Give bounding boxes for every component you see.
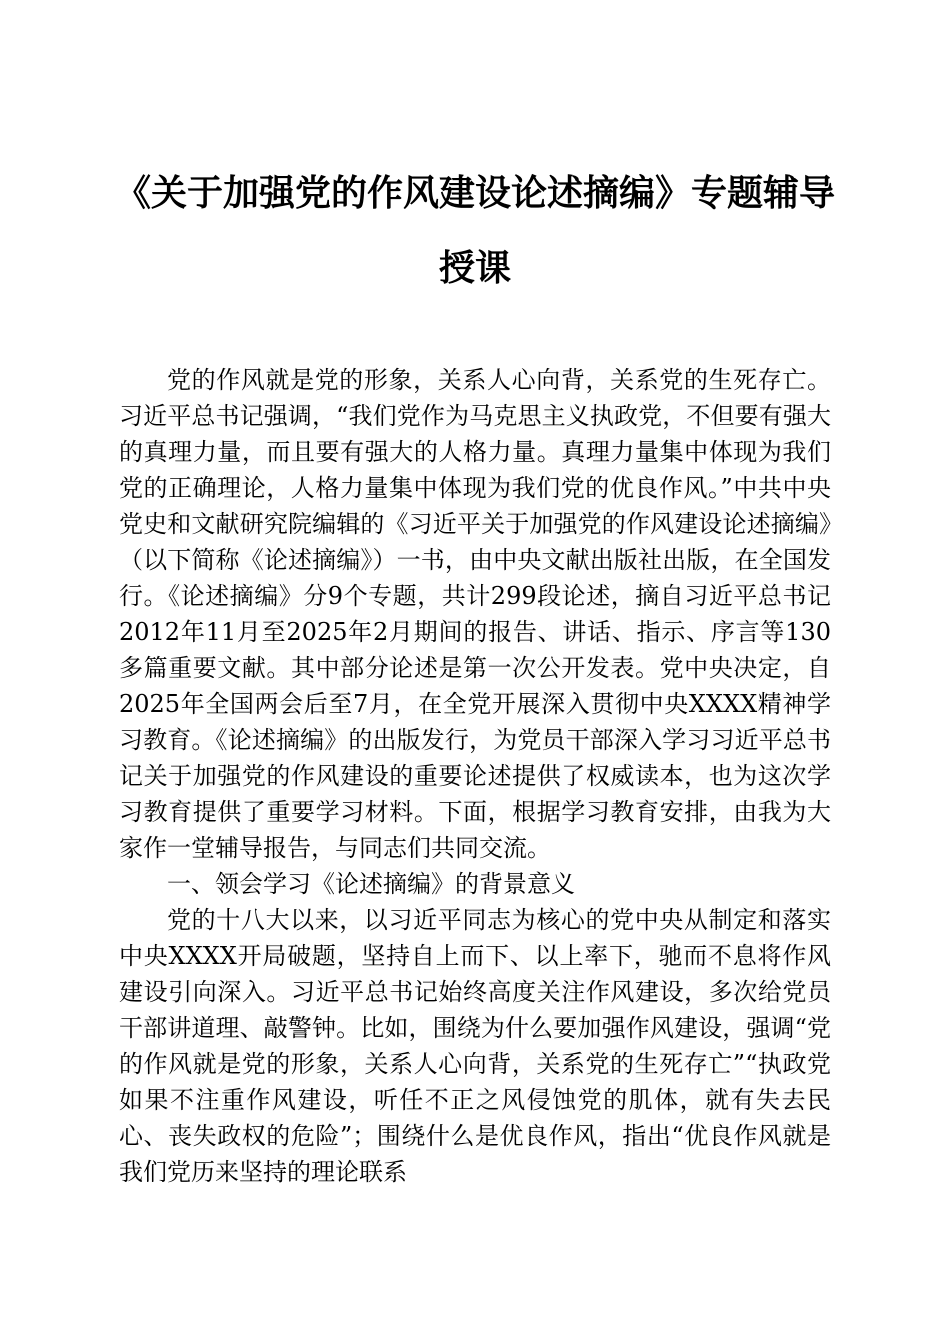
document-body: [119, 362, 831, 1190]
paragraph-intro: 党的作风就是党的形象，关系人心向背，关系党的生死存亡。习近平总书记强调，“我们党作为马克思主义执政党，不但要有强大的真理力量，而且要有强大的人格力量。真理力量集中体现为我们党的正确理论，人格力量集中体现为我们党的优良作风。”中共中央党史和文献研究院编辑的《习近平关于加强党的作风建设论述摘编》（以下简称《论述摘编》）一书，由中央文献出版社出版，在全国发行。《论述摘编》分9个专题，共计299段论述，摘自习近平总书记2012年11月至2025年2月期间的报告、讲话、指示、序言等130多篇重要文献。其中部分论述是第一次公开发表。党中央决定，自2025年全国两会后至7月，在全党开展深入贯彻中央XXXX精神学习教育。《论述摘编》的出版发行，为党员干部深入学习习近平总书记关于加强党的作风建设的重要论述提供了权威读本，也为这次学习教育提供了重要学习材料。下面，根据学习教育安排，由我为大家作一堂辅导报告，与同志们共同交流。: [119, 366, 831, 862]
document-title-line-1: 《关于加强党的作风建设论述摘编》专题辅导: [114, 173, 835, 214]
section-heading-1: 一、领会学习《论述摘编》的背景意义: [167, 870, 575, 898]
paragraph-background: 党的十八大以来，以习近平同志为核心的党中央从制定和落实中央XXXX开局破题，坚持自上而下、以上率下，驰而不息将作风建设引向深入。习近平总书记始终高度关注作风建设，多次给党员干部讲道理、敲警钟。比如，围绕为什么要加强作风建设，强调“党的作风就是党的形象，关系人心向背，关系党的生死存亡”“执政党如果不注重作风建设，听任不正之风侵蚀党的肌体，就有失去民心、丧失政权的危险”；围绕什么是优良作风，指出“优良作风就是我们党历来坚持的理论联系: [119, 906, 831, 1186]
document-title-line-2: 授课: [438, 248, 511, 289]
